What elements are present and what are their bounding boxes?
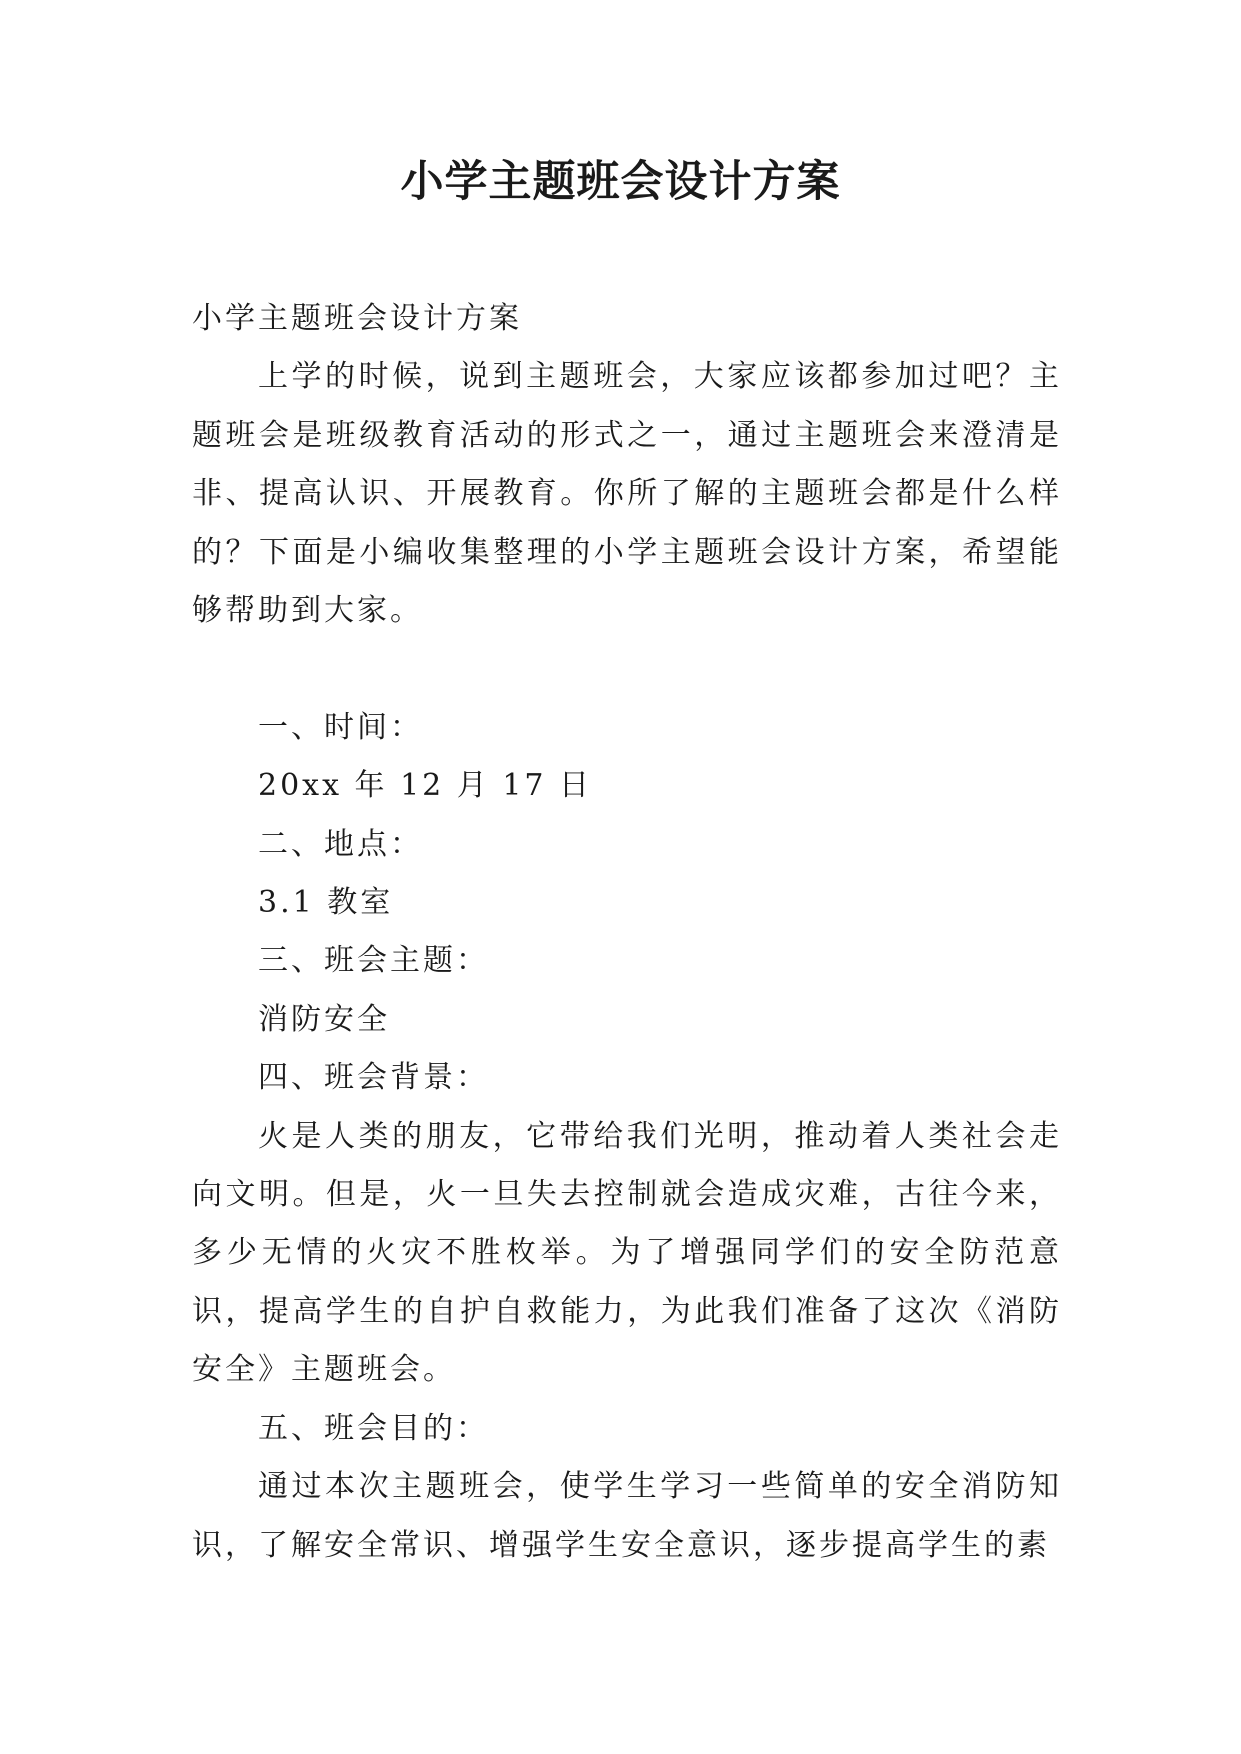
goal-paragraph: 通过本次主题班会，使学生学习一些简单的安全消防知识，了解安全常识、增强学生安全意识，逐步提高学生的素 (192, 1469, 1062, 1563)
background-heading: 四、班会背景： (258, 1060, 489, 1096)
background-paragraph: 火是人类的朋友，它带给我们光明，推动着人类社会走向文明。但是，火一旦失去控制就会造成灾难，古往今来，多少无情的火灾不胜枚举。为了增强同学们的安全防范意识，提高学生的自护自救能力，为此我们准备了这次《消防安全》主题班会。 (192, 1118, 1062, 1388)
theme-value: 消防安全 (258, 1001, 390, 1037)
time-value: 20xx 年 12 月 17 日 (258, 768, 593, 804)
theme-heading: 三、班会主题： (258, 943, 489, 979)
time-heading: 一、时间： (258, 709, 423, 745)
goal-heading: 五、班会目的： (258, 1410, 489, 1446)
intro-paragraph: 上学的时候，说到主题班会，大家应该都参加过吧？主题班会是班级教育活动的形式之一，通过主题班会来澄清是非、提高认识、开展教育。你所了解的主题班会都是什么样的？下面是小编收集整理的小学主题班会设计方案，希望能够帮助到大家。 (192, 359, 1062, 629)
subtitle-line: 小学主题班会设计方案 (192, 301, 522, 336)
paragraph-gap (192, 640, 1062, 698)
place-value: 3.1 教室 (258, 885, 394, 921)
document-body (192, 290, 1062, 1575)
document-title: 小学主题班会设计方案 (400, 157, 841, 207)
place-heading: 二、地点： (258, 826, 423, 862)
